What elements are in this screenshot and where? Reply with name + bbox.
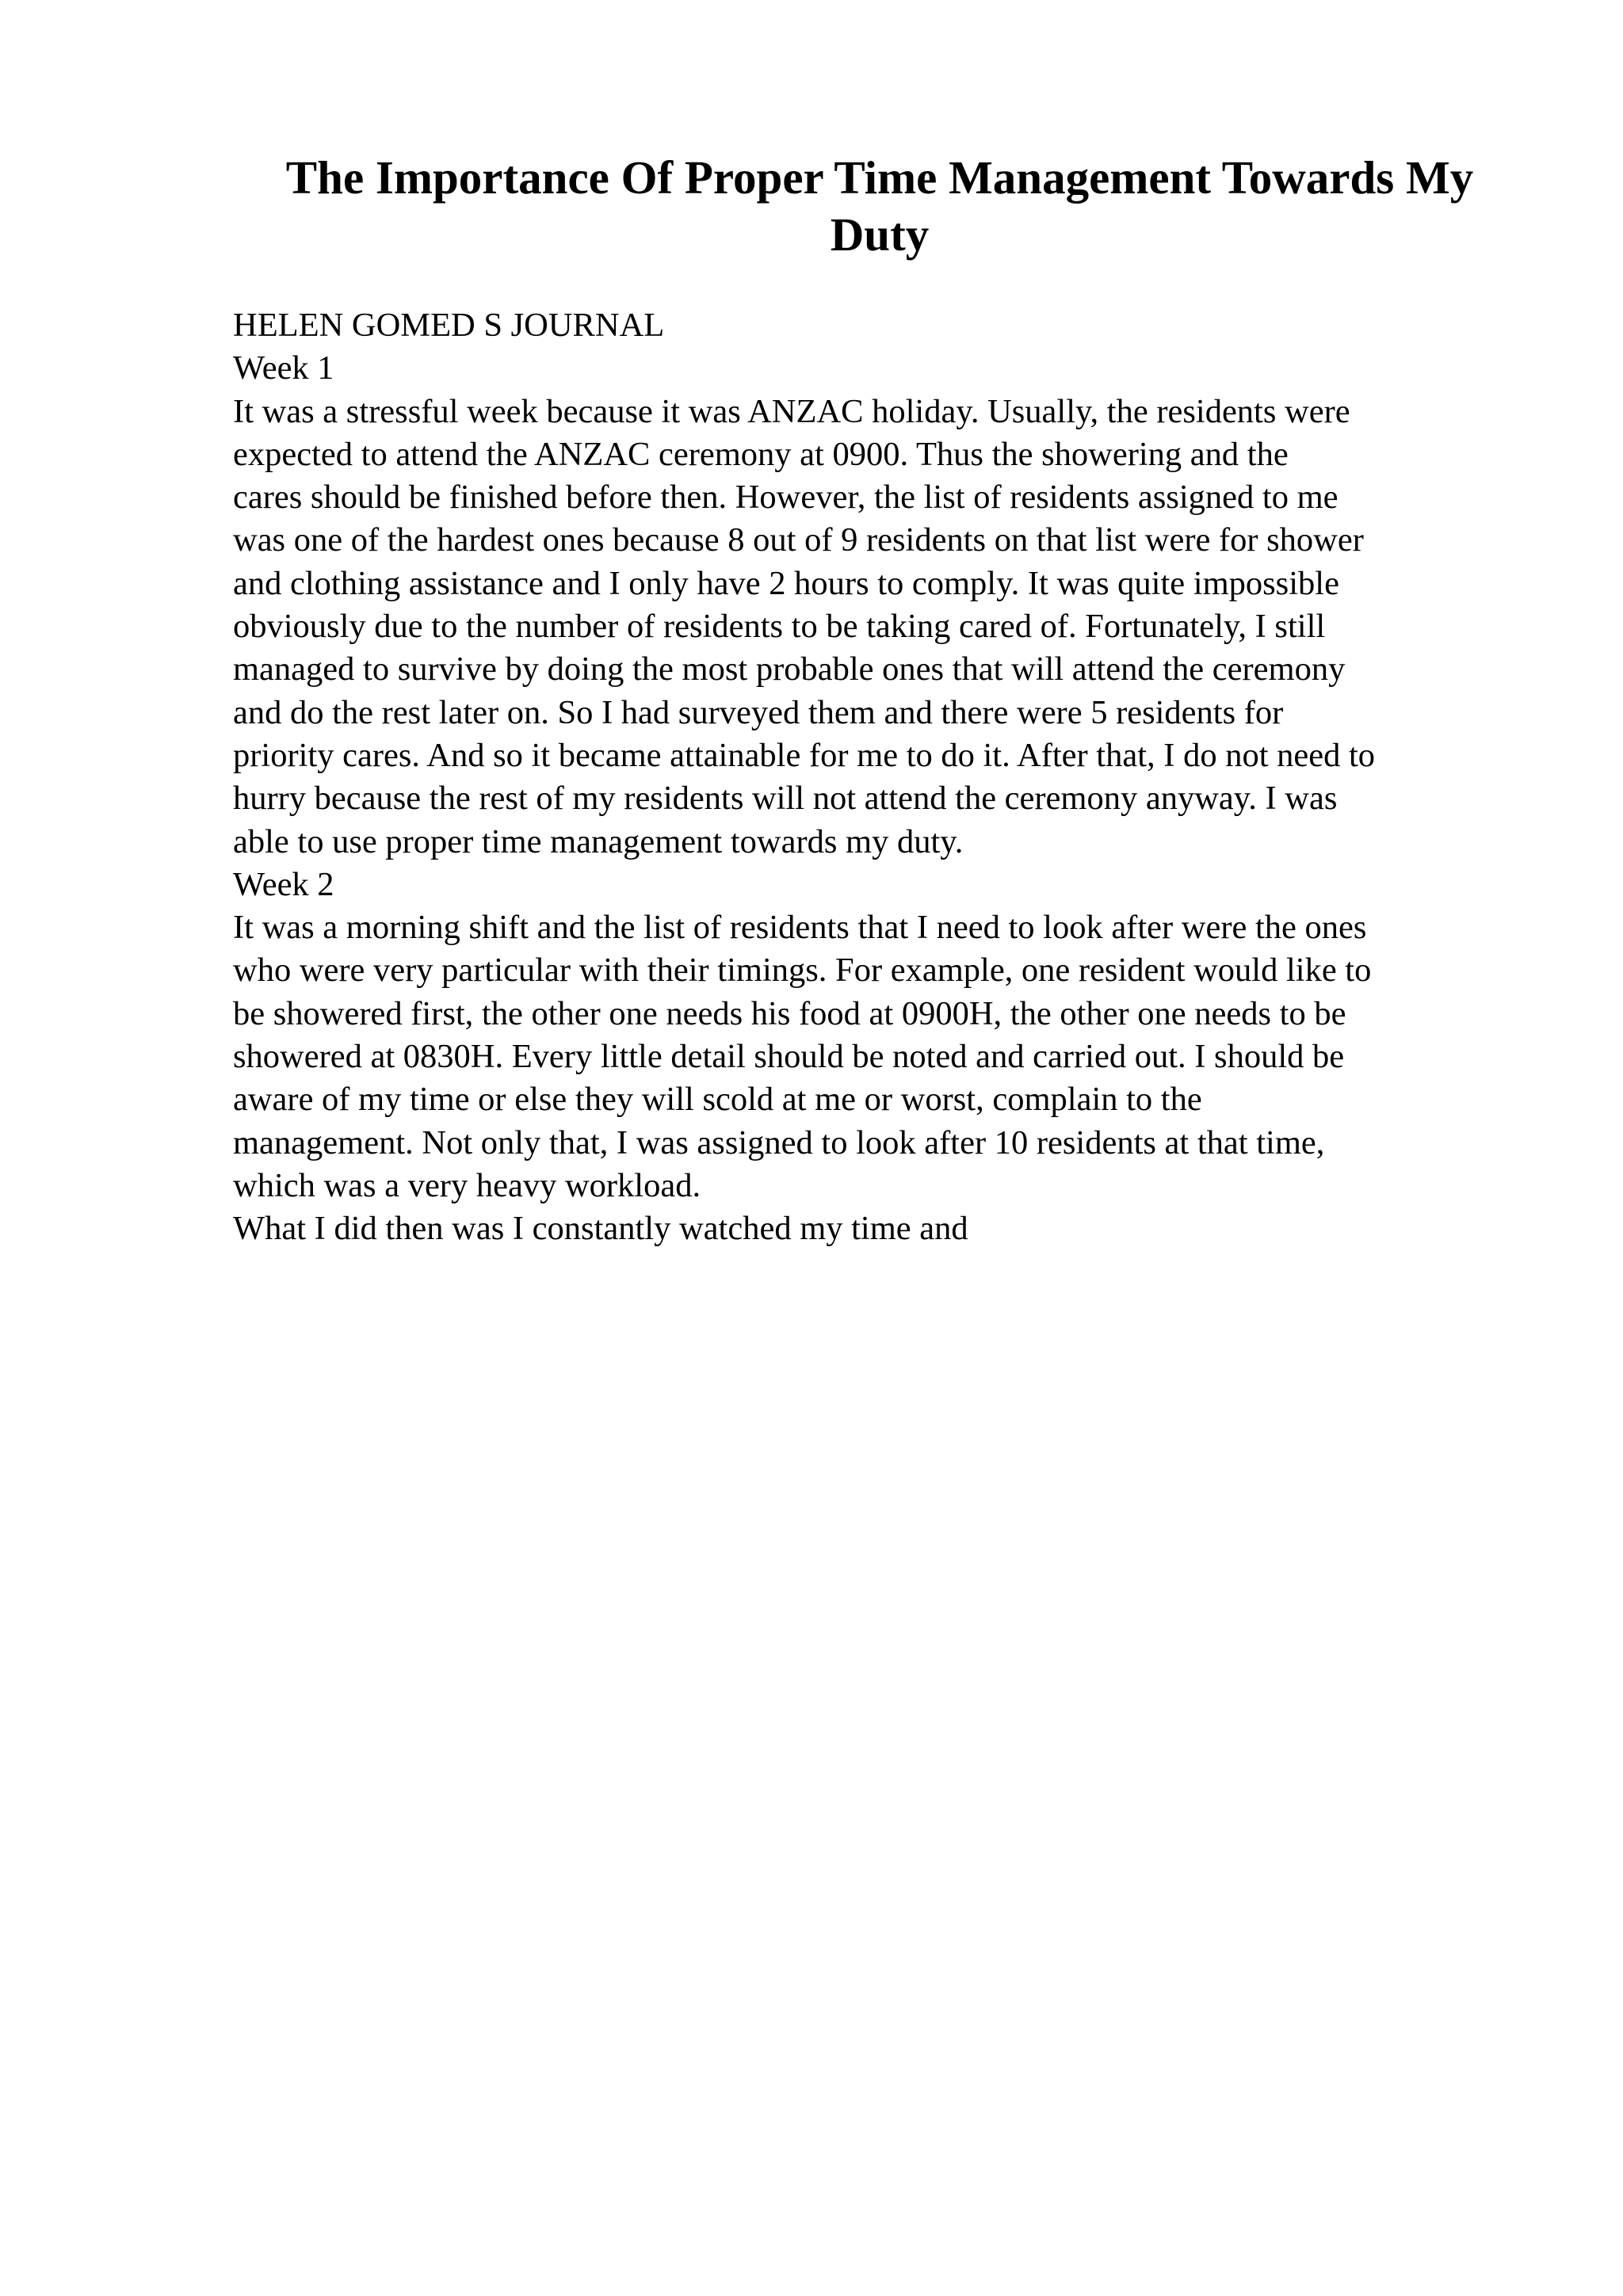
- body-text-line: management. Not only that, I was assigned to look after 10 residents at that time,: [233, 1123, 1325, 1161]
- body-text-line: which was a very heavy workload.: [233, 1166, 701, 1204]
- body-text-line: able to use proper time management towards my duty.: [233, 822, 964, 860]
- body-text-line: was one of the hardest ones because 8 out of 9 residents on that list were for shower: [233, 521, 1364, 559]
- title-line: Duty: [830, 208, 930, 261]
- body-text-line: cares should be finished before then. However, the list of residents assigned to me: [233, 479, 1338, 517]
- title-line: The Importance Of Proper Time Management Towards My: [285, 151, 1474, 204]
- body-text-line: who were very particular with their timings. For example, one resident would like to: [233, 952, 1372, 990]
- body-text-line: and clothing assistance and I only have 2 hours to comply. It was quite impossible: [233, 564, 1339, 602]
- body-text-line: be showered first, the other one needs his food at 0900H, the other one needs to be: [233, 994, 1346, 1032]
- document-body: [233, 304, 1533, 1251]
- document-title: [230, 149, 1529, 263]
- body-text-line: aware of my time or else they will scold at me or worst, complain to the: [233, 1081, 1202, 1119]
- week-heading: Week 2: [233, 865, 334, 903]
- week-heading: Week 1: [233, 349, 334, 387]
- body-text-line: It was a stressful week because it was ANZAC holiday. Usually, the residents were: [233, 392, 1350, 430]
- body-text-line: hurry because the rest of my residents will not attend the ceremony anyway. I was: [233, 780, 1338, 818]
- body-text-line: priority cares. And so it became attainable for me to do it. After that, I do not need to: [233, 736, 1376, 774]
- body-text-line: managed to survive by doing the most probable ones that will attend the ceremony: [233, 650, 1346, 688]
- body-text-line: What I did then was I constantly watched my time and: [233, 1210, 968, 1248]
- body-text-line: expected to attend the ANZAC ceremony at 0900. Thus the showering and the: [233, 435, 1289, 473]
- body-text-line: and do the rest later on. So I had surveyed them and there were 5 residents for: [233, 693, 1284, 731]
- body-text-line: obviously due to the number of residents to be taking cared of. Fortunately, I still: [233, 608, 1326, 646]
- journal-author-line: HELEN GOMED S JOURNAL: [233, 307, 665, 344]
- body-text-line: It was a morning shift and the list of residents that I need to look after were the ones: [233, 909, 1367, 947]
- body-text-line: showered at 0830H. Every little detail should be noted and carried out. I should be: [233, 1038, 1345, 1076]
